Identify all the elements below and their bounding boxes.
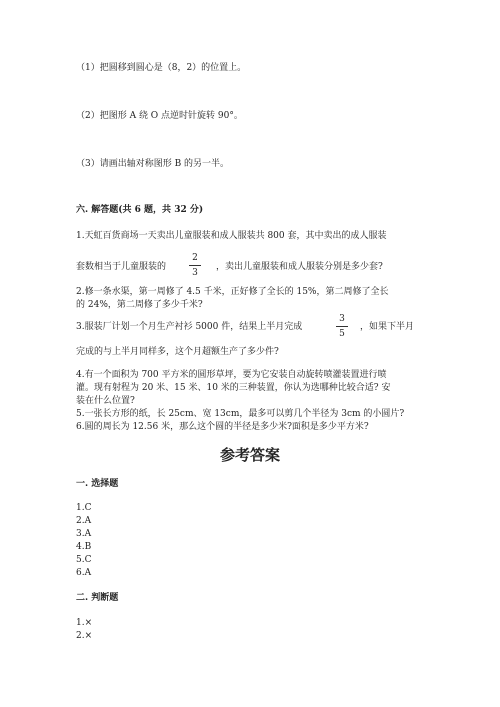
- question-part-2: （2）把图形 A 绕 O 点逆时针旋转 90°。: [76, 111, 243, 121]
- answer-item: 3.A: [76, 529, 92, 539]
- problem-3-fraction: [335, 314, 349, 339]
- answer-item: 2.A: [76, 516, 92, 526]
- problem-4-line-2: 灌。现有射程为 20 米、15 米、10 米的三种装置，你认为选哪种比较合适? 安: [76, 383, 391, 393]
- problem-1-line-2-start: 套数相当于儿童服装的: [76, 262, 167, 272]
- problem-4-line-3: 装在什么位置?: [76, 396, 135, 406]
- problem-4-line-1: 4.有一个面积为 700 平方米的圆形草坪，要为它安装自动旋转喷灌装置进行喷: [76, 370, 387, 380]
- answer-item: 1.×: [76, 618, 93, 628]
- problem-3-line-1-end: ，如果下半月: [360, 322, 415, 332]
- problem-1-line-2-end: ，卖出儿童服装和成人服装分别是多少套?: [216, 262, 383, 272]
- fraction-denominator: 3: [192, 268, 198, 278]
- fraction-bar: [336, 326, 348, 327]
- answer-item: 4.B: [76, 542, 92, 552]
- problem-2-line-1: 2.修一条水渠，第一周修了 4.5 千米，正好修了全长的 15%，第二周修了全长: [76, 287, 389, 297]
- answer-item: 1.C: [76, 503, 92, 513]
- fraction-numerator: 2: [192, 253, 198, 263]
- problem-3-line-2: 完成的与上半月同样多，这个月超额生产了多少件?: [76, 347, 279, 357]
- answer-section-1-title: 一. 选择题: [76, 479, 119, 489]
- question-part-3: （3）请画出轴对称图形 B 的另一半。: [76, 159, 230, 169]
- answer-item: 2.×: [76, 631, 93, 641]
- fraction-denominator: 5: [339, 329, 345, 339]
- answer-item: 6.A: [76, 568, 92, 578]
- problem-2-line-2: 的 24%，第二周修了多少千米?: [76, 300, 203, 310]
- problem-5: 5.一张长方形的纸，长 25cm、宽 13cm，最多可以剪几个半径为 3cm 的小圆片?: [76, 409, 405, 419]
- problem-1-fraction: [188, 253, 202, 278]
- problem-1-line-1: 1.天虹百货商场一天卖出儿童服装和成人服装共 800 套，其中卖出的成人服装: [76, 231, 387, 241]
- question-part-1: （1）把圆移到圆心是（8，2）的位置上。: [76, 63, 247, 73]
- answer-key-heading: 参考答案: [219, 446, 280, 464]
- problem-6: 6.圆的周长为 12.56 米，那么这个圆的半径是多少米?面积是多少平方米?: [76, 422, 369, 432]
- fraction-numerator: 3: [339, 314, 345, 324]
- answer-section-2-title: 二. 判断题: [76, 593, 119, 603]
- problem-3-line-1-start: 3.服装厂计划一个月生产衬衫 5000 件，结果上半月完成: [76, 322, 303, 332]
- section-six-title: 六. 解答题(共 6 题，共 32 分): [76, 205, 204, 215]
- answer-item: 5.C: [76, 555, 92, 565]
- fraction-bar: [189, 265, 201, 266]
